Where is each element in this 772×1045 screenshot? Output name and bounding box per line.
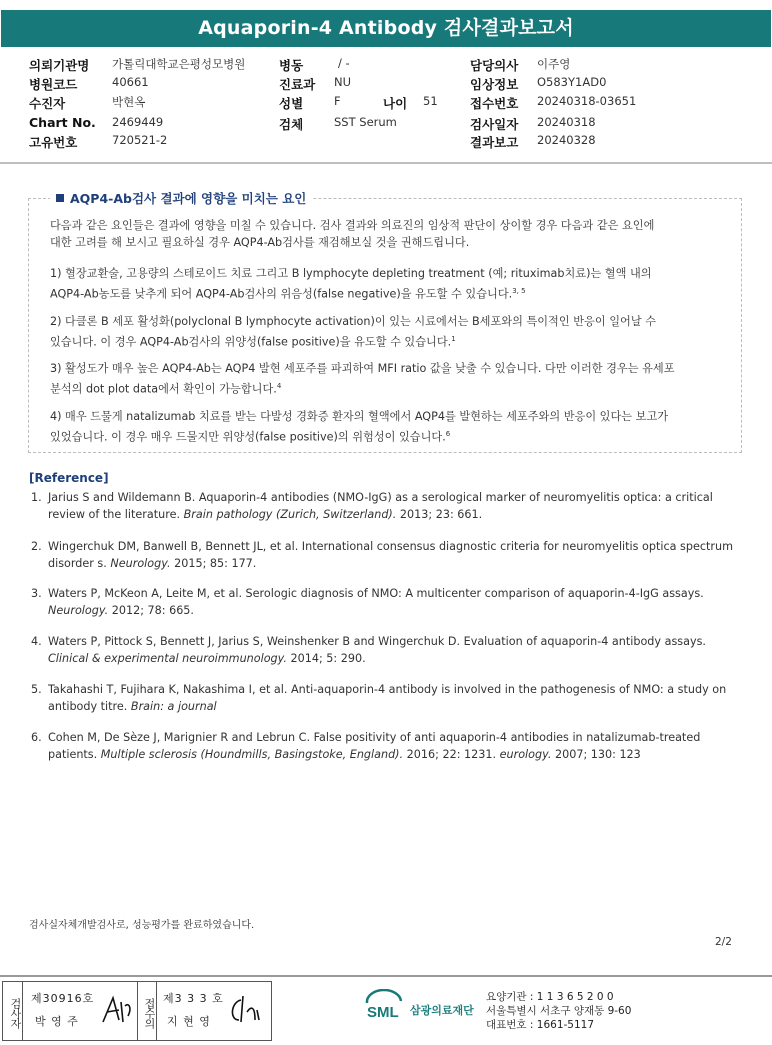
reference-body (31, 682, 746, 715)
reference-journal: Neurology. (110, 556, 171, 570)
text-line: 대한 고려를 해 보시고 필요하실 경우 AQP4-Ab검사를 재검해보실 것을 권해드립니다. (50, 235, 470, 249)
reference-journal: Multiple sclerosis (Houndmills, Basingstoke, England). (100, 747, 404, 761)
reference-journal: Clinical & experimental neuroimmunology. (48, 651, 287, 665)
text-line (50, 426, 738, 446)
validation-note: 검사실자체개발검사로, 성능평가를 완료하였습니다. (29, 920, 255, 931)
hospital-label: 의뢰기관명 (29, 58, 90, 73)
text-span: AQP4-Ab농도를 낮추게 되어 AQP4-Ab검사의 위음성(false negative)을 유도할 수 있습니다. (50, 287, 513, 301)
reference-body (31, 586, 746, 619)
hospital-value: 가톨릭대학교은평성모병원 (112, 57, 246, 71)
code-value: 40661 (112, 75, 149, 89)
reference-citation: 2007; 130: 123 (554, 747, 641, 761)
signature-box (2, 981, 272, 1041)
factors-title-text: AQP4-Ab검사 결과에 영향을 미치는 요인 (70, 191, 307, 206)
lab-info (486, 990, 631, 1032)
reference-number: 2. (31, 540, 42, 553)
name-value: 박현옥 (112, 95, 146, 109)
reference-journal: Neurology. (48, 603, 109, 617)
text-line (50, 331, 738, 351)
reference-body (31, 730, 746, 763)
citation-sup: 3, 5 (512, 286, 526, 295)
report-title: Aquaporin-4 Antibody 검사결과보고서 (1, 10, 771, 47)
reference-item-5 (31, 682, 746, 715)
text-line: 1) 혈장교환술, 고용량의 스테로이드 치료 그리고 B lymphocyte depleting treatment (예; rituximab치료)는 혈액 내의 (50, 267, 652, 280)
reference-authors: Cohen M, De Sèze J, Marignier R and Lebrun C. False positivity of anti aquaporin-4 antibodies in natalizumab-treated patients. (48, 731, 701, 761)
reference-citation: 2012; 78: 665. (111, 603, 194, 617)
reference-number: 6. (31, 731, 42, 744)
text-span: 있었습니다. 이 경우 매우 드물지만 위양성(false positive)의 위험성이 있습니다. (50, 430, 446, 444)
report-date-value: 20240328 (537, 133, 596, 147)
page-number: 2/2 (715, 936, 732, 948)
report-date-label: 결과보고 (470, 135, 519, 150)
reference-item-4 (31, 634, 746, 667)
reference-number: 4. (31, 635, 42, 648)
info-row-2 (0, 75, 772, 93)
reference-authors: Waters P, McKeon A, Leite M, et al. Serologic diagnosis of NMO: A multicenter comparison of aquaporin-4-IgG assays. (48, 587, 704, 600)
sml-logo-text: SML (367, 1004, 399, 1021)
info-row-5 (0, 133, 772, 151)
reference-citation: 2014; 5: 290. (290, 651, 366, 665)
age-value: 51 (423, 94, 438, 108)
dept-label: 진료과 (279, 77, 316, 92)
citation-sup: 4 (276, 381, 282, 390)
reference-item-2 (31, 539, 746, 572)
clinical-label: 임상정보 (470, 77, 519, 92)
confirmer-label: 접수의 (137, 982, 157, 1040)
reference-journal: eurology. (499, 747, 552, 761)
id-label: 고유번호 (29, 135, 78, 150)
lab-phone: 대표번호 : 1661-5117 (486, 1019, 595, 1031)
institution-name: 삼광의료재단 (410, 1004, 474, 1017)
reference-item-6 (31, 730, 746, 763)
confirmer-name: 지 현 영 (167, 1015, 211, 1028)
info-row-1 (0, 56, 772, 74)
factor-item-1 (50, 266, 738, 303)
text-line: 4) 매우 드물게 natalizumab 치료를 받는 다발성 경화증 환자의 혈액에서 AQP4를 발현하는 세포주와의 반응이 있다는 보고가 (50, 410, 669, 423)
info-row-3 (0, 94, 772, 112)
reference-authors: Takahashi T, Fujihara K, Nakashima I, et al. Anti-aquaporin-4 antibody is involved in the pathogenesis of NMO: a study on antibody titre. (48, 683, 727, 713)
reference-number: 1. (31, 491, 42, 504)
lab-address: 서울특별시 서초구 양재동 9-60 (486, 1005, 632, 1017)
reference-number: 3. (31, 587, 42, 600)
reference-authors: Waters P, Pittock S, Bennett J, Jarius S, Weinshenker B and Wingerchuk D. Evaluation of aquaporin-4 antibody assays. (48, 635, 706, 648)
reference-body (31, 490, 746, 523)
factor-item-2 (50, 314, 738, 351)
text-line (50, 378, 738, 398)
name-label: 수진자 (29, 96, 66, 111)
text-span: 분석의 dot plot data에서 확인이 가능합니다. (50, 382, 277, 396)
reference-citation: 2016; 22: 1231. (406, 747, 497, 761)
doctor-value: 이주영 (537, 57, 571, 71)
citation-sup: 1 (451, 334, 456, 343)
reference-body (31, 539, 746, 572)
reference-journal: Brain pathology (Zurich, Switzerland). (183, 507, 397, 521)
footer-divider (0, 975, 772, 977)
patient-info (0, 54, 772, 154)
inspector-signature (99, 992, 135, 1028)
text-span: 있습니다. 이 경우 AQP4-Ab검사의 위양성(false positive)을 유도할 수 있습니다. (50, 335, 452, 349)
factors-title (50, 189, 312, 207)
reference-journal: Brain: a journal (130, 699, 217, 713)
square-bullet-icon (56, 194, 64, 202)
text-line (50, 283, 738, 303)
reference-authors: Jarius S and Wildemann B. Aquaporin-4 antibodies (NMO-IgG) as a serological marker of neuromyelitis optica: a critical review of the literature. (48, 491, 713, 521)
header-divider (0, 162, 772, 164)
reference-item-1 (31, 490, 746, 523)
ward-label: 병동 (279, 58, 304, 73)
info-row-4 (0, 115, 772, 133)
clinical-value: O583Y1AD0 (537, 75, 607, 89)
doctor-label: 담당의사 (470, 58, 519, 73)
sex-label: 성별 (279, 96, 304, 111)
sml-logo-icon (363, 989, 405, 1025)
code-label: 병원코드 (29, 77, 78, 92)
text-line: 2) 다클론 B 세포 활성화(polyclonal B lymphocyte activation)이 있는 시료에서는 B세포와의 특이적인 반응이 일어날 수 (50, 315, 656, 328)
text-line: 다음과 같은 요인들은 결과에 영향을 미칠 수 있습니다. 검사 결과와 의료진의 임상적 판단이 상이할 경우 다음과 같은 요인에 (50, 219, 655, 232)
reference-authors: Wingerchuk DM, Banwell B, Bennett JL, et al. International consensus diagnostic criteria for neuromyelitis optica spectrum disorder s. (48, 540, 733, 570)
factors-intro (50, 218, 738, 251)
chart-label: Chart No. (29, 115, 96, 130)
reference-body (31, 634, 746, 667)
test-date-value: 20240318 (537, 115, 596, 129)
dept-value: NU (334, 75, 352, 89)
age-label: 나이 (383, 96, 408, 111)
reference-number: 5. (31, 683, 42, 696)
reference-citation: 2015; 85: 177. (174, 556, 257, 570)
reference-item-3 (31, 586, 746, 619)
chart-value: 2469449 (112, 115, 164, 129)
factor-item-3 (50, 361, 738, 398)
factor-item-4 (50, 409, 738, 446)
specimen-value: SST Serum (334, 115, 397, 129)
confirmer-signature (225, 992, 267, 1028)
sex-value: F (334, 94, 341, 108)
specimen-label: 검체 (279, 117, 304, 132)
receipt-label: 접수번호 (470, 96, 519, 111)
inspector-label: 검사자 (3, 982, 23, 1040)
receipt-value: 20240318-03651 (537, 94, 637, 108)
id-value: 720521-2 (112, 133, 168, 147)
confirmer-number: 제3 3 3 호 (163, 992, 224, 1005)
test-date-label: 검사일자 (470, 117, 519, 132)
citation-sup: 6 (445, 429, 451, 438)
inspector-number: 제30916호 (31, 992, 95, 1005)
lab-code: 요양기관 : 1 1 3 6 5 2 0 0 (486, 991, 614, 1003)
ward-value: / - (338, 56, 350, 70)
reference-citation: 2013; 23: 661. (399, 507, 483, 521)
references-title: [Reference] (29, 471, 109, 485)
text-line: 3) 활성도가 매우 높은 AQP4-Ab는 AQP4 발현 세포주를 파괴하여 MFI ratio 값을 낮출 수 있습니다. 다만 이러한 경우는 유세포 (50, 362, 675, 375)
inspector-name: 박 영 주 (35, 1015, 79, 1028)
